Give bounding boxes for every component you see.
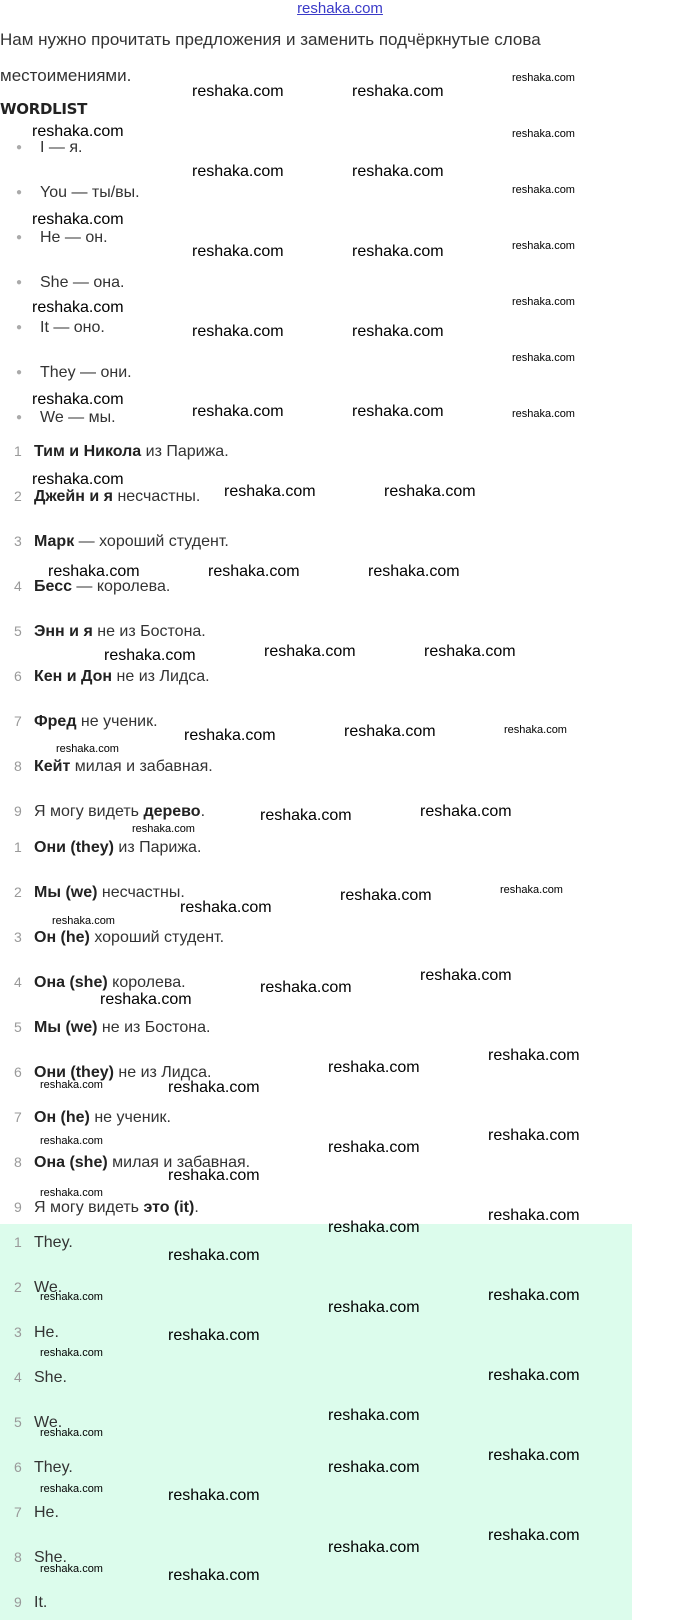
watermark: reshaka.com (512, 352, 575, 364)
watermark: reshaka.com (184, 727, 276, 744)
watermark: reshaka.com (352, 243, 444, 260)
watermark: reshaka.com (40, 1427, 103, 1439)
watermark: reshaka.com (40, 1187, 103, 1199)
watermark: reshaka.com (192, 323, 284, 340)
translation-row: 3 Он (he) хороший студент. (14, 929, 225, 946)
watermark: reshaka.com (52, 915, 115, 927)
watermark: reshaka.com (488, 1527, 580, 1544)
watermark: reshaka.com (504, 724, 567, 736)
bullet-icon: ● (16, 277, 23, 289)
watermark: reshaka.com (168, 1079, 260, 1096)
watermark: reshaka.com (512, 408, 575, 420)
wordlist-item: ● We — мы. (16, 409, 116, 426)
bullet-icon: ● (16, 322, 23, 334)
sentence-row: 1 Тим и Никола из Парижа. (14, 443, 229, 460)
wordlist-item: ● You — ты/вы. (16, 184, 140, 201)
watermark: reshaka.com (420, 967, 512, 984)
watermark: reshaka.com (224, 483, 316, 500)
translation-row: 4 Она (she) королева. (14, 974, 186, 991)
watermark: reshaka.com (352, 83, 444, 100)
watermark: reshaka.com (512, 128, 575, 140)
watermark: reshaka.com (32, 211, 124, 228)
watermark: reshaka.com (132, 823, 195, 835)
watermark: reshaka.com (32, 391, 124, 408)
watermark: reshaka.com (32, 299, 124, 316)
watermark: reshaka.com (352, 163, 444, 180)
watermark: reshaka.com (40, 1347, 103, 1359)
sentence-row: 4 Бесс — королева. (14, 578, 171, 595)
answer-row: 8 She. (14, 1549, 67, 1566)
watermark: reshaka.com (168, 1487, 260, 1504)
watermark: reshaka.com (264, 643, 356, 660)
translation-row: 7 Он (he) не ученик. (14, 1109, 171, 1126)
watermark: reshaka.com (168, 1167, 260, 1184)
bullet-icon: ● (16, 367, 23, 379)
watermark: reshaka.com (368, 563, 460, 580)
watermark: reshaka.com (328, 1219, 420, 1236)
sentence-row: 3 Марк — хороший студент. (14, 533, 229, 550)
translation-row: 1 Они (they) из Парижа. (14, 839, 202, 856)
watermark: reshaka.com (420, 803, 512, 820)
watermark: reshaka.com (424, 643, 516, 660)
watermark: reshaka.com (328, 1407, 420, 1424)
watermark: reshaka.com (56, 743, 119, 755)
intro-text-line-1: Нам нужно прочитать предложения и заменить подчёркнутые слова (0, 30, 541, 49)
watermark: reshaka.com (488, 1447, 580, 1464)
watermark: reshaka.com (328, 1059, 420, 1076)
site-link[interactable]: reshaka.com (297, 0, 383, 17)
translation-row: 2 Мы (we) несчастны. (14, 884, 185, 901)
watermark: reshaka.com (488, 1287, 580, 1304)
answer-row: 6 They. (14, 1459, 73, 1476)
bullet-icon: ● (16, 187, 23, 199)
answer-row: 3 He. (14, 1324, 59, 1341)
watermark: reshaka.com (208, 563, 300, 580)
watermark: reshaka.com (180, 899, 272, 916)
watermark: reshaka.com (512, 240, 575, 252)
watermark: reshaka.com (40, 1291, 103, 1303)
watermark: reshaka.com (488, 1207, 580, 1224)
sentence-row: 7 Фред не ученик. (14, 713, 158, 730)
bullet-icon: ● (16, 142, 23, 154)
watermark: reshaka.com (488, 1367, 580, 1384)
watermark: reshaka.com (512, 184, 575, 196)
watermark: reshaka.com (328, 1139, 420, 1156)
watermark: reshaka.com (352, 403, 444, 420)
wordlist-item: ● I — я. (16, 139, 83, 156)
answer-row: 4 She. (14, 1369, 67, 1386)
sentence-row: 2 Джейн и я несчастны. (14, 488, 201, 505)
answer-row: 5 We. (14, 1414, 63, 1431)
watermark: reshaka.com (192, 83, 284, 100)
watermark: reshaka.com (488, 1047, 580, 1064)
watermark: reshaka.com (260, 807, 352, 824)
watermark: reshaka.com (40, 1079, 103, 1091)
sentence-row: 5 Энн и я не из Бостона. (14, 623, 206, 640)
watermark: reshaka.com (40, 1483, 103, 1495)
wordlist-item: ● They — они. (16, 364, 132, 381)
watermark: reshaka.com (328, 1539, 420, 1556)
watermark: reshaka.com (168, 1247, 260, 1264)
translation-row: 5 Мы (we) не из Бостона. (14, 1019, 211, 1036)
wordlist-heading: WORDLIST (0, 100, 88, 118)
watermark: reshaka.com (500, 884, 563, 896)
wordlist-item: ● She — она. (16, 274, 125, 291)
translation-row: 6 Они (they) не из Лидса. (14, 1064, 212, 1081)
intro-text-line-2: местоимениями. (0, 66, 132, 85)
sentence-row: 8 Кейт милая и забавная. (14, 758, 213, 775)
watermark: reshaka.com (328, 1459, 420, 1476)
watermark: reshaka.com (32, 123, 124, 140)
watermark: reshaka.com (192, 243, 284, 260)
watermark: reshaka.com (48, 563, 140, 580)
watermark: reshaka.com (32, 471, 124, 488)
watermark: reshaka.com (328, 1299, 420, 1316)
wordlist-item: ● He — он. (16, 229, 108, 246)
bullet-icon: ● (16, 412, 23, 424)
wordlist-item: ● It — оно. (16, 319, 105, 336)
watermark: reshaka.com (168, 1567, 260, 1584)
watermark: reshaka.com (168, 1327, 260, 1344)
watermark: reshaka.com (40, 1563, 103, 1575)
watermark: reshaka.com (344, 723, 436, 740)
watermark: reshaka.com (104, 647, 196, 664)
answer-row: 9 It. (14, 1594, 48, 1611)
watermark: reshaka.com (512, 72, 575, 84)
answer-row: 1 They. (14, 1234, 73, 1251)
watermark: reshaka.com (192, 403, 284, 420)
translation-row: 8 Она (she) милая и забавная. (14, 1154, 251, 1171)
sentence-row: 9 Я могу видеть дерево. (14, 803, 206, 820)
watermark: reshaka.com (192, 163, 284, 180)
watermark: reshaka.com (260, 979, 352, 996)
watermark: reshaka.com (100, 991, 192, 1008)
watermark: reshaka.com (384, 483, 476, 500)
translation-row: 9 Я могу видеть это (it). (14, 1199, 199, 1216)
watermark: reshaka.com (340, 887, 432, 904)
bullet-icon: ● (16, 232, 23, 244)
watermark: reshaka.com (488, 1127, 580, 1144)
watermark: reshaka.com (512, 296, 575, 308)
watermark: reshaka.com (40, 1135, 103, 1147)
answers-panel (0, 1224, 632, 1620)
answer-row: 7 He. (14, 1504, 59, 1521)
sentence-row: 6 Кен и Дон не из Лидса. (14, 668, 210, 685)
answer-row: 2 We. (14, 1279, 63, 1296)
watermark: reshaka.com (352, 323, 444, 340)
